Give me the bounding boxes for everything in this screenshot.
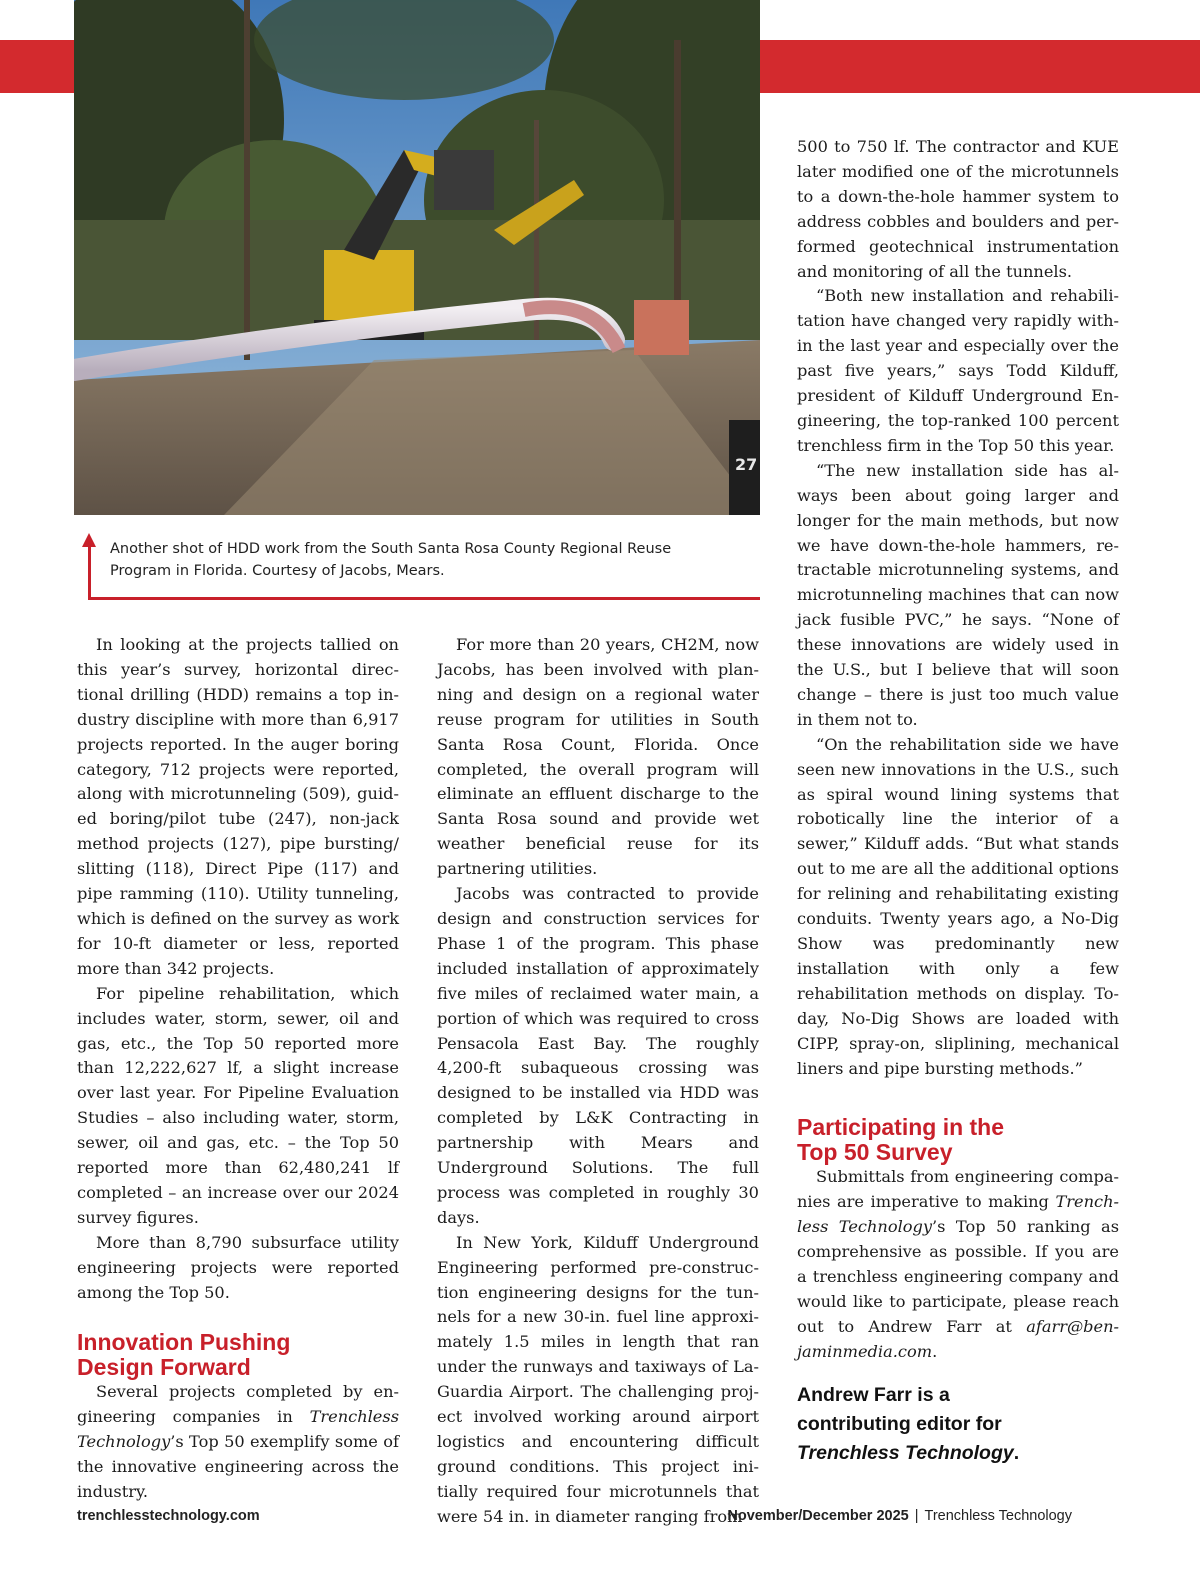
- header-red-band-right: [760, 40, 1200, 93]
- article-column-2: [437, 633, 759, 1530]
- paragraph: More than 8,790 subsurface utility engineering projects were reported among the Top 50.: [77, 1232, 399, 1302]
- paragraph: In New York, Kilduff Underground Engineering performed pre-construction engineering designs for the tunnels for a new 30-in. fuel line approximately 1.5 miles in length that ran under the runways and taxiways of LaGuardia Airport. The challenging project involved working around airport logistics and encountering difficult ground conditions. This project initially required four microtunnels that were 54 in. in diameter ranging from: [437, 1232, 759, 1526]
- publication-name: Trenchless Technology: [797, 1442, 1014, 1464]
- paragraph: Several projects completed by engineering companies in Trenchless Technology’s Top 50 exemplify some of the innovative engineering across the industry.: [77, 1382, 399, 1502]
- footer-issue-info: [727, 1508, 1072, 1524]
- email-link[interactable]: afarr@benjaminmedia.com: [797, 1316, 1119, 1361]
- heading-line: Design Forward: [77, 1354, 251, 1381]
- caption-rule: [88, 597, 760, 600]
- hdd-work-photo: [74, 0, 760, 515]
- section-heading-participating: [797, 1115, 1119, 1165]
- paragraph: Jacobs was contracted to provide design and construction services for Phase 1 of the program. This phase included installation of approximately five miles of reclaimed water main, a portion of which was required to cross Pensacola East Bay. The roughly 4,200-ft subaqueous crossing was designed to be installed via HDD was completed by L&K Contracting in partnership with Mears and Underground Solutions. The full process was completed in roughly 30 days.: [437, 884, 759, 1227]
- author-bio: Andrew Farr is a contributing editor for Trenchless Technology.: [797, 1384, 1020, 1464]
- photo-caption: [74, 530, 760, 602]
- article-column-1: [77, 633, 399, 1505]
- section-heading-innovation: [77, 1330, 399, 1380]
- heading-line: Top 50 Survey: [797, 1139, 953, 1166]
- paragraph: “The new installation side has always been about going larger and longer for the main methods, but now we have down-the-hole hammers, retractable microtunneling systems, and microtunneling machines that can now jack fusible PVC,” he says. “None of these innovations are widely used in the U.S., but I believe that will soon change – there is just too much value in them not to.: [797, 460, 1119, 729]
- paragraph: In looking at the projects tallied on this year’s survey, horizontal directional drilling (HDD) remains a top industry discipline with more than 6,917 projects reported. In the auger boring category, 712 projects were reported, along with microtunneling (509), guided boring/pilot tube (247), non-jack method projects (127), pipe bursting/ slitting (118), Direct Pipe (117) and pipe ramming (110). Utility tunneling, which is defined on the survey as work for 10-ft diameter or less, reported more than 342 projects.: [77, 635, 399, 978]
- paragraph: For pipeline rehabilitation, which includes water, storm, sewer, oil and gas, etc., the Top 50 reported more than 12,222,627 lf, a slight increase over last year. For Pipeline Evaluation Studies – also including water, storm, sewer, oil and gas, etc. – the Top 50 reported more than 62,480,241 lf completed – an increase over our 2024 survey figures.: [77, 983, 399, 1227]
- caption-arrow-line: [88, 542, 91, 600]
- footer-separator: |: [914, 1508, 919, 1524]
- bin-number: 27: [735, 455, 758, 474]
- paragraph: “Both new installation and rehabilitation have changed very rapidly within the last year and especially over the past five years,” says Todd Kilduff, president of Kilduff Underground Engineering, the top-ranked 100 percent trenchless firm in the Top 50 this year.: [797, 286, 1119, 455]
- header-red-band-left: [0, 40, 74, 93]
- footer-publication: Trenchless Technology: [924, 1508, 1072, 1524]
- paragraph: Submittals from engineering companies are imperative to making Trenchless Technology’s Top 50 ranking as comprehensive as possible. If you are a trenchless engineering company and would like to participate, please reach out to Andrew Farr at afarr@benjaminmedia.com.: [797, 1167, 1120, 1361]
- paragraph: 500 to 750 lf. The contractor and KUE later modified one of the microtunnels to a down-the-hole hammer system to address cobbles and boulders and performed geotechnical instrumentation and monitoring of all the tunnels.: [797, 137, 1119, 281]
- paragraph: For more than 20 years, CH2M, now Jacobs, has been involved with planning and design on a regional water reuse program for utilities in South Santa Rosa Count, Florida. Once completed, the overall program will eliminate an effluent discharge to the Santa Rosa sound and provide wet weather beneficial reuse for its partnering utilities.: [437, 635, 759, 879]
- article-column-3: [797, 135, 1119, 1365]
- publication-name: Trenchless Technology: [797, 1192, 1119, 1237]
- heading-line: Participating in the: [797, 1114, 1005, 1141]
- paragraph: “On the rehabilitation side we have seen new innovations in the U.S., such as spiral wound lining systems that robotically line the interior of a sewer,” Kilduff adds. “But what stands out to me are all the additional options for relining and rehabilitating existing conduits. Twenty years ago, a No-Dig Show was predominantly new installation with only a few rehabilitation methods on display. Today, No-Dig Shows are loaded with CIPP, spray-on, sliplining, mechanical liners and pipe bursting methods.”: [797, 734, 1119, 1078]
- issue-date: November/December 2025: [727, 1508, 909, 1524]
- footer-website[interactable]: trenchlesstechnology.com: [77, 1508, 260, 1524]
- publication-name: Trenchless Technology: [77, 1407, 399, 1452]
- heading-line: Innovation Pushing: [77, 1329, 291, 1356]
- caption-text: Another shot of HDD work from the South Santa Rosa County Regional Reuse Program in Florida. Courtesy of Jacobs, Mears.: [110, 541, 672, 579]
